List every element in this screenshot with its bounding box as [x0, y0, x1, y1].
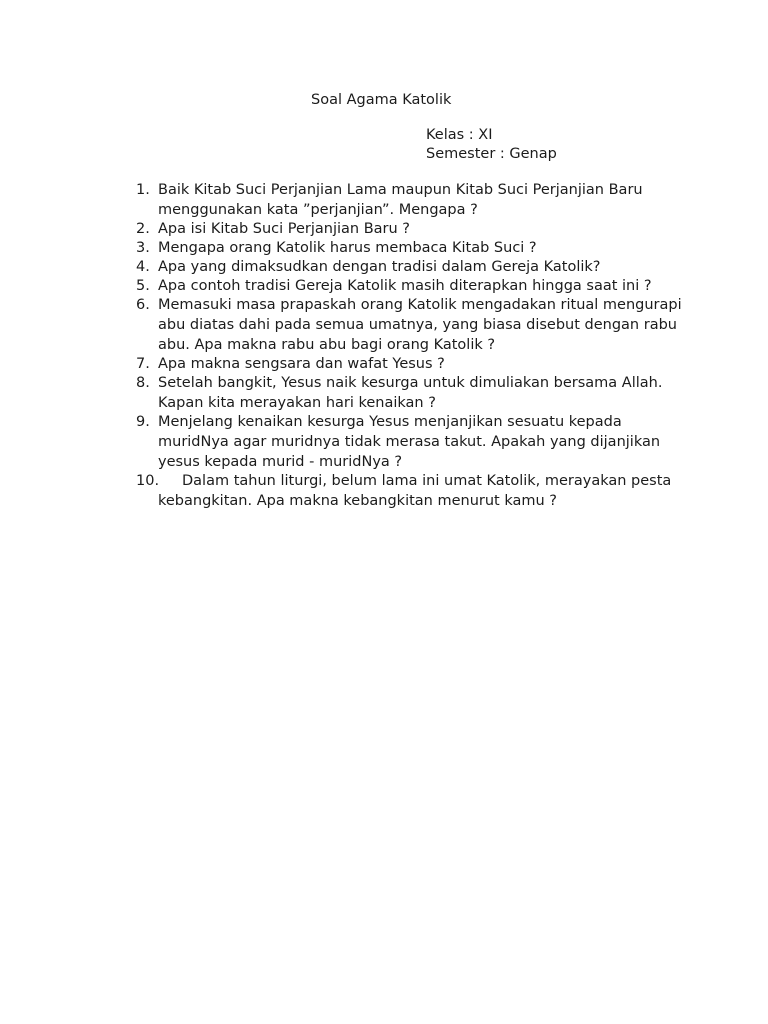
- question-item: [130, 257, 690, 277]
- question-number: 2.: [136, 221, 150, 237]
- question-item: [130, 238, 690, 258]
- question-number: 10.: [136, 473, 160, 489]
- question-number: 3.: [136, 240, 150, 256]
- question-number: 1.: [136, 182, 150, 198]
- question-item: [130, 354, 690, 374]
- question-text: Memasuki masa prapaskah orang Katolik mengadakan ritual mengurapi abu diatas dahi pada semua umatnya, yang biasa disebut dengan rabu abu. Apa makna rabu abu bagi orang Katolik ?: [158, 297, 682, 353]
- question-item: [130, 471, 690, 511]
- question-number: 6.: [136, 297, 150, 313]
- question-number: 7.: [136, 356, 150, 372]
- question-text: Apa makna sengsara dan wafat Yesus ?: [158, 356, 445, 372]
- question-item: [130, 373, 690, 413]
- question-item: [130, 412, 690, 472]
- question-item: [130, 276, 690, 296]
- question-item: [130, 295, 690, 355]
- semester-label: Semester : Genap: [426, 146, 557, 162]
- document-meta: [426, 126, 557, 164]
- question-text: Dalam tahun liturgi, belum lama ini umat Katolik, merayakan pesta kebangkitan. Apa makna kebangkitan menurut kamu ?: [158, 473, 672, 509]
- question-text: Apa yang dimaksudkan dengan tradisi dalam Gereja Katolik?: [158, 259, 601, 275]
- question-text: Baik Kitab Suci Perjanjian Lama maupun Kitab Suci Perjanjian Baru menggunakan kata ”perjanjian”. Mengapa ?: [158, 182, 643, 218]
- question-text: Setelah bangkit, Yesus naik kesurga untuk dimuliakan bersama Allah. Kapan kita merayakan hari kenaikan ?: [158, 375, 663, 411]
- question-list: [130, 180, 690, 510]
- question-number: 8.: [136, 375, 150, 391]
- question-number: 5.: [136, 278, 150, 294]
- question-text: Mengapa orang Katolik harus membaca Kitab Suci ?: [158, 240, 537, 256]
- question-item: [130, 219, 690, 239]
- question-item: [130, 180, 690, 220]
- question-number: 9.: [136, 414, 150, 430]
- question-number: 4.: [136, 259, 150, 275]
- document-title: Soal Agama Katolik: [311, 92, 452, 108]
- question-text: Apa isi Kitab Suci Perjanjian Baru ?: [158, 221, 411, 237]
- question-text: Menjelang kenaikan kesurga Yesus menjanjikan sesuatu kepada muridNya agar muridnya tidak merasa takut. Apakah yang dijanjikan yesus kepada murid - muridNya ?: [158, 414, 661, 470]
- class-label: Kelas : XI: [426, 127, 493, 143]
- question-text: Apa contoh tradisi Gereja Katolik masih diterapkan hingga saat ini ?: [158, 278, 652, 294]
